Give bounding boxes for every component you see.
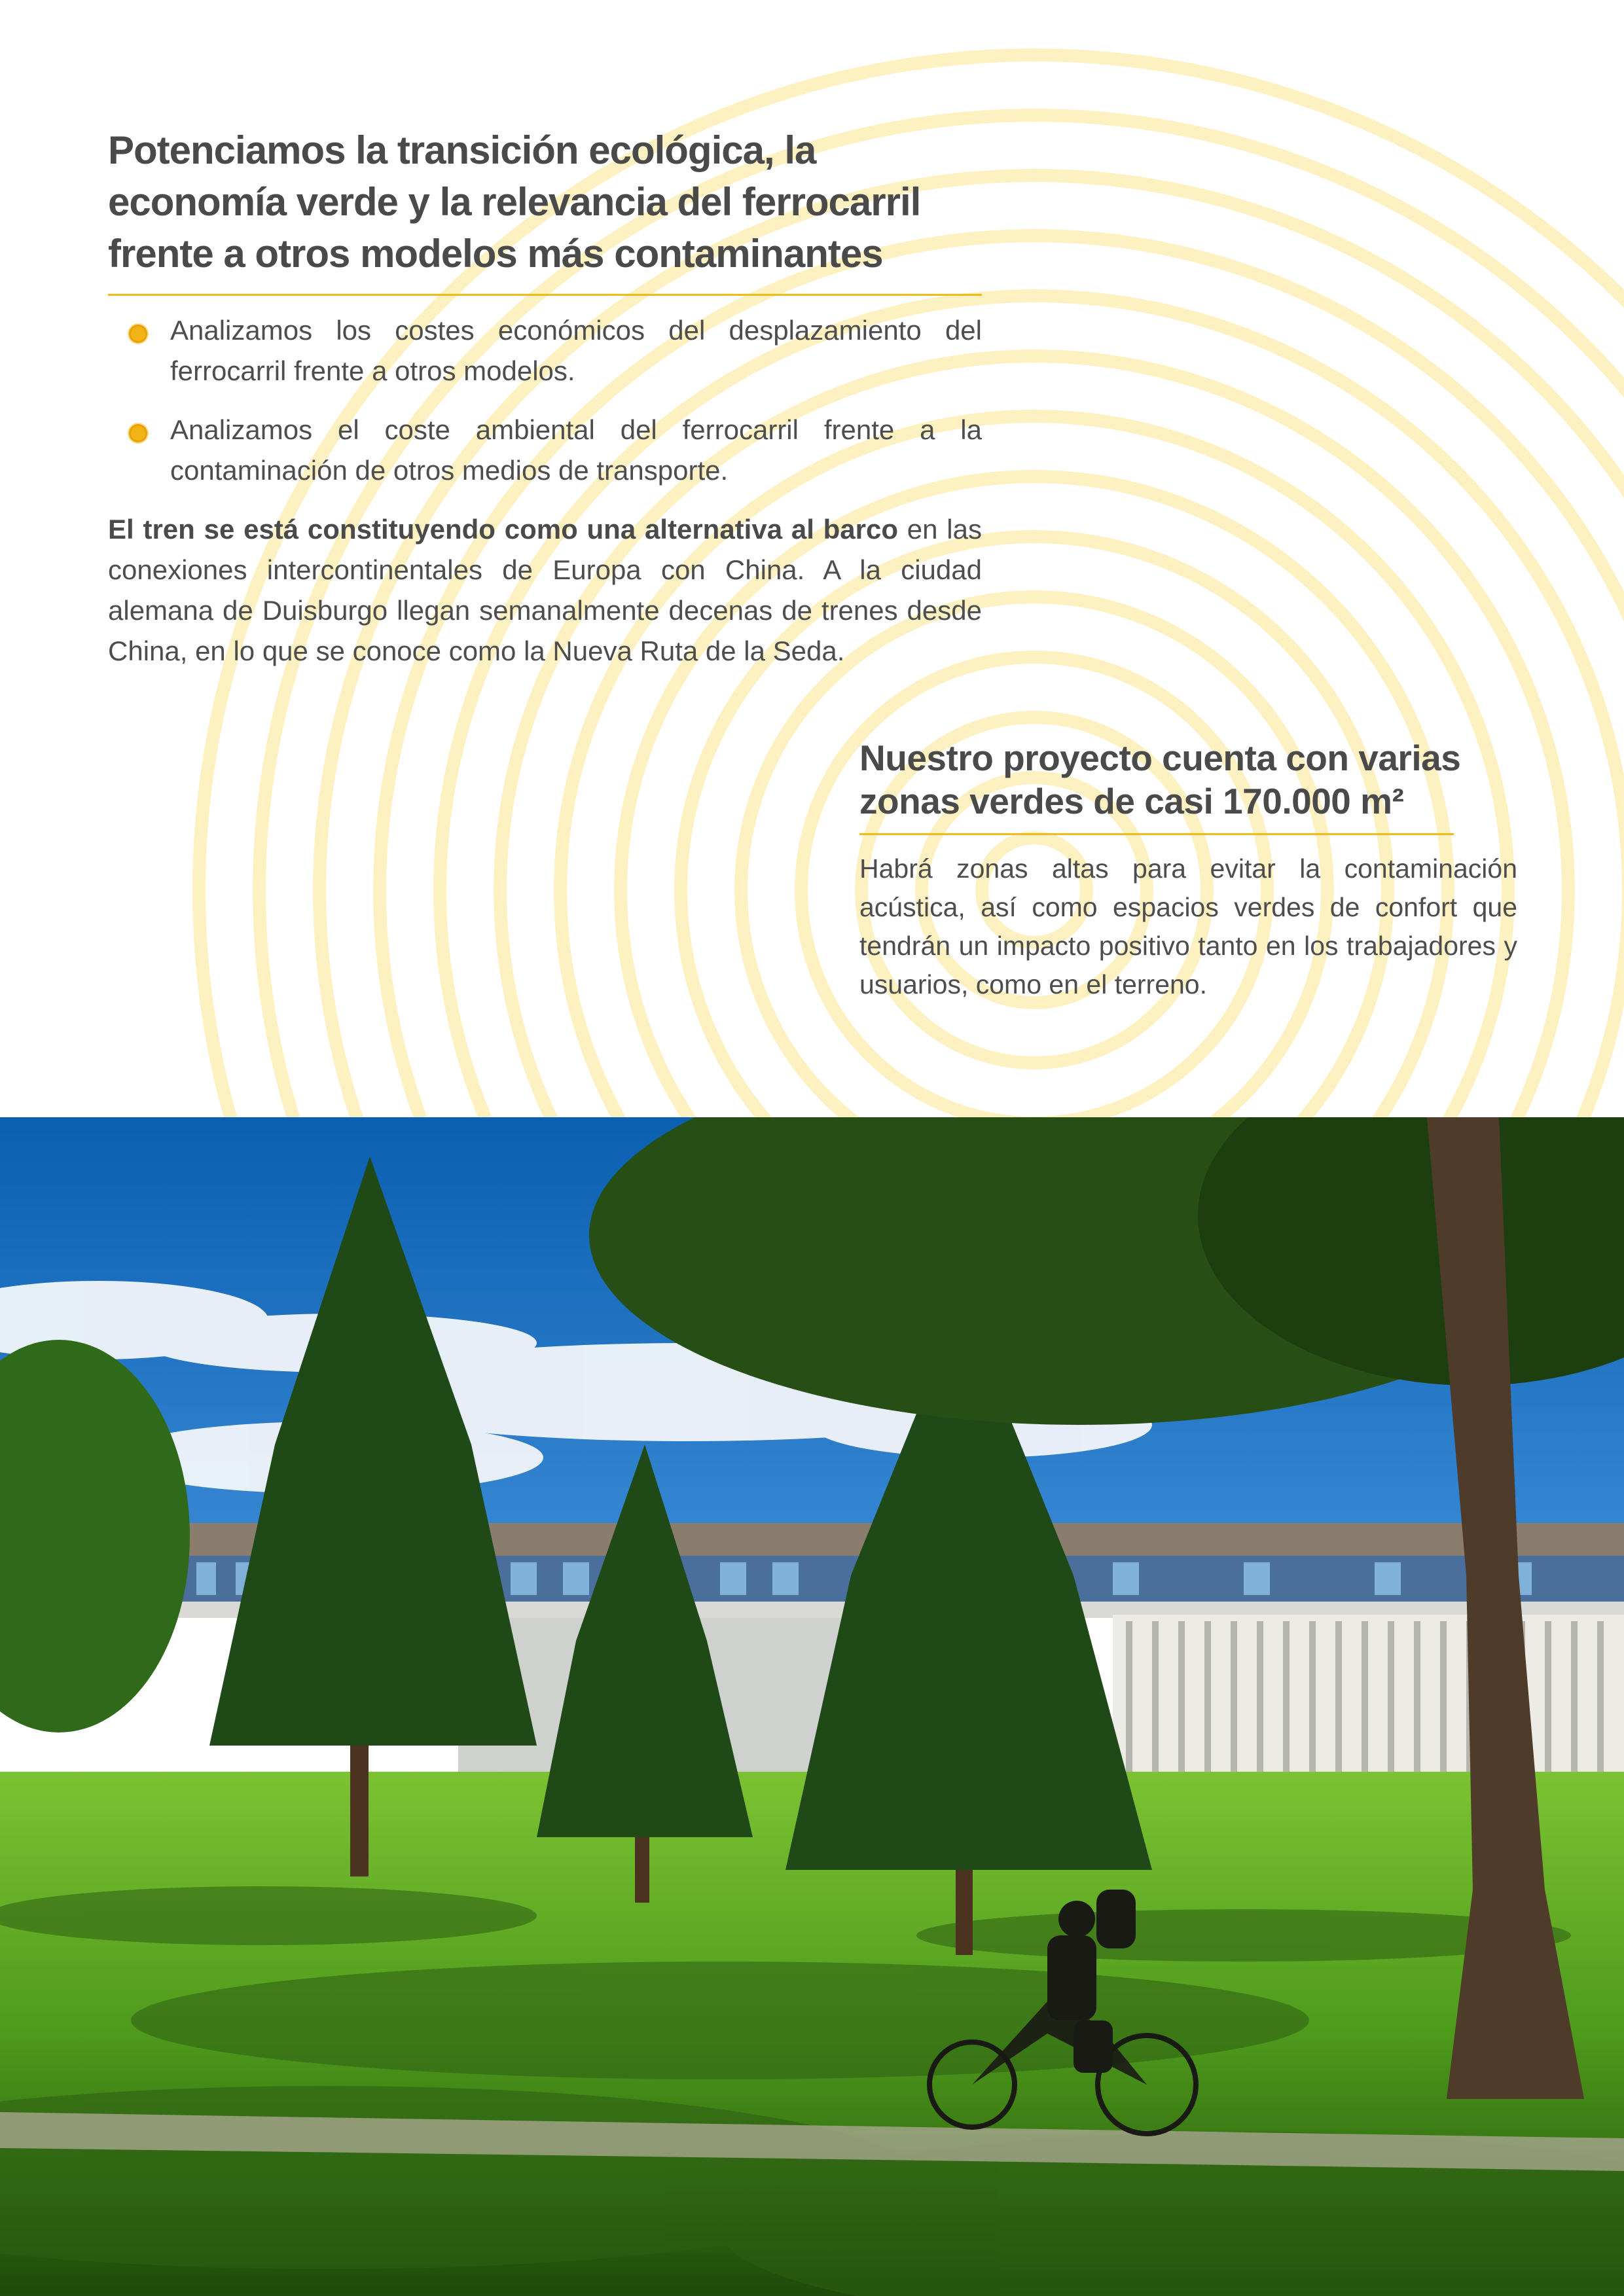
bullet-item xyxy=(108,310,982,391)
section-heading: Potenciamos la transición ecológica, la economía verde y la relevancia del ferrocarril frente a otros modelos más contaminantes xyxy=(108,128,921,276)
park-campus-photo xyxy=(0,1117,1624,2296)
bullet-list xyxy=(108,310,982,491)
section-heading: Nuestro proyecto cuenta con varias zonas verdes de casi 170.000 m² xyxy=(859,738,1461,821)
body-paragraph xyxy=(108,509,982,672)
paragraph-rest: en las conexiones intercontinentales de Europa con China. A la ciudad alemana de Duisburgo llegan semanalmente decenas de trenes desde China, en lo que se conoce como la Nueva Ruta de la Seda. xyxy=(108,514,982,666)
bullet-text: Analizamos los costes económicos del desplazamiento del ferrocarril frente a otros modelos. xyxy=(170,315,982,386)
bullet-item xyxy=(108,410,982,491)
paragraph-lead: El tren se está constituyendo como una alternativa al barco xyxy=(108,514,899,545)
body-paragraph: Habrá zonas altas para evitar la contaminación acústica, así como espacios verdes de confort que tendrán un impacto positivo tanto en los trabajadores y usuarios, como en el terreno. xyxy=(859,853,1517,999)
bullet-dot-icon xyxy=(129,325,147,343)
section-green-zones xyxy=(859,736,1517,1004)
bullet-dot-icon xyxy=(129,424,147,442)
heading-underline xyxy=(108,294,982,296)
heading-underline xyxy=(859,833,1454,835)
section-ecological-transition xyxy=(108,124,982,672)
bullet-text: Analizamos el coste ambiental del ferrocarril frente a la contaminación de otros medios de transporte. xyxy=(170,414,982,486)
